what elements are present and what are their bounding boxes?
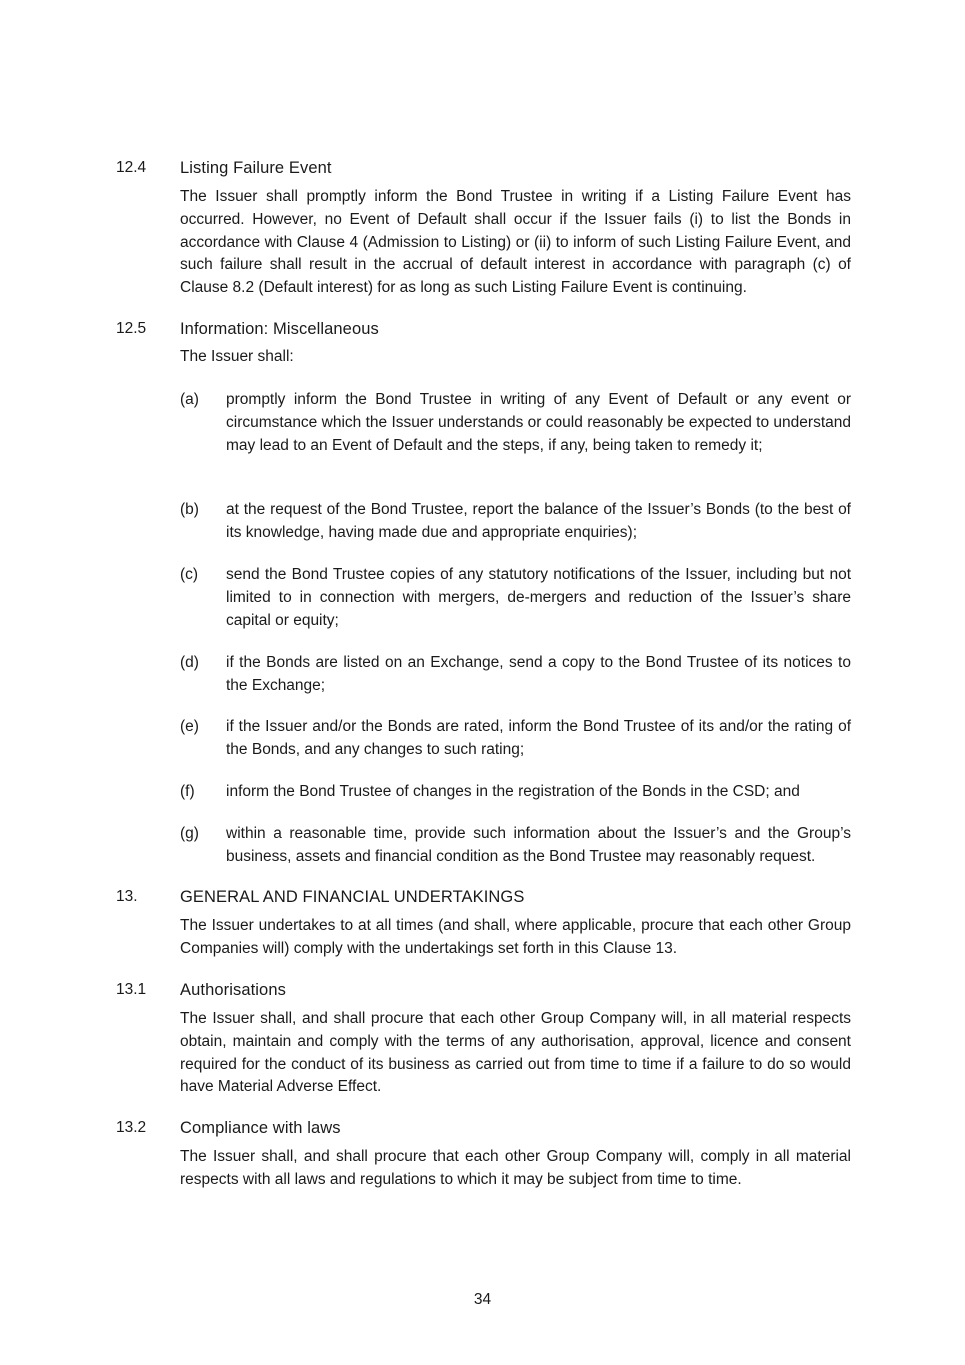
section-title: Authorisations	[180, 981, 286, 999]
list-item-text: if the Bonds are listed on an Exchange, send a copy to the Bond Trustee of its notices to the Exchange;	[226, 654, 851, 694]
list-item-text: promptly inform the Bond Trustee in writing of any Event of Default or any event or circumstance which the Issuer understands or could reasonably be expected to understand may lead to an Event of Default and the steps, if any, being taken to remedy it;	[226, 391, 851, 454]
section-heading-13-2	[116, 1119, 856, 1141]
section-title: GENERAL AND FINANCIAL UNDERTAKINGS	[180, 888, 525, 906]
section-heading-12-4	[116, 159, 856, 181]
section-heading-13-1	[116, 981, 856, 1003]
section-body-12-4: The Issuer shall promptly inform the Bond Trustee in writing if a Listing Failure Event has occurred. However, no Event of Default shall occur if the Issuer fails (i) to list the Bonds in accordance with Clause 4 (Admission to Listing) or (ii) to inform of such Listing Failure Event, and such failure shall result in the accrual of default interest in accordance with paragraph (c) of Clause 8.2 (Default interest) for as long as such Listing Failure Event is continuing.	[180, 188, 851, 297]
list-item-label: (c)	[180, 566, 199, 583]
section-number: 13.1	[116, 981, 147, 998]
section-title: Compliance with laws	[180, 1119, 341, 1137]
section-body-13: The Issuer undertakes to at all times (and shall, where applicable, procure that each other Group Companies will) comply with the undertakings set forth in this Clause 13.	[180, 917, 851, 957]
section-number: 13.	[116, 888, 138, 905]
list-item-label: (b)	[180, 501, 199, 518]
list-item-text: send the Bond Trustee copies of any statutory notifications of the Issuer, including but not limited to in connection with mergers, de-mergers and reduction of the Issuer’s share capital or equity;	[226, 566, 851, 629]
section-intro-12-5: The Issuer shall:	[180, 348, 294, 365]
section-number: 12.4	[116, 159, 147, 176]
section-title: Information: Miscellaneous	[180, 320, 379, 338]
section-number: 13.2	[116, 1119, 147, 1136]
section-heading-12-5	[116, 320, 856, 342]
list-item-text: at the request of the Bond Trustee, report the balance of the Issuer’s Bonds (to the best of its knowledge, having made due and appropriate enquiries);	[226, 501, 851, 541]
list-item-text: within a reasonable time, provide such information about the Issuer’s and the Group’s business, assets and financial condition as the Bond Trustee may reasonably request.	[226, 825, 851, 865]
section-heading-13	[116, 888, 856, 910]
list-item-label: (g)	[180, 825, 199, 842]
section-title: Listing Failure Event	[180, 159, 332, 177]
list-item-text: inform the Bond Trustee of changes in the registration of the Bonds in the CSD; and	[226, 783, 800, 800]
section-body-13-1: The Issuer shall, and shall procure that each other Group Company will, in all material respects obtain, maintain and comply with the terms of any authorisation, approval, licence and consent required for the conduct of its business as carried out from time to time if a failure to do so would have Material Adverse Effect.	[180, 1010, 851, 1096]
section-number: 12.5	[116, 320, 147, 337]
list-item-label: (f)	[180, 783, 195, 800]
list-item-label: (a)	[180, 391, 199, 408]
section-body-13-2: The Issuer shall, and shall procure that each other Group Company will, comply in all material respects with all laws and regulations to which it may be subject from time to time.	[180, 1148, 851, 1188]
list-item-label: (d)	[180, 654, 199, 671]
page-number: 34	[473, 1291, 492, 1308]
list-item-text: if the Issuer and/or the Bonds are rated, inform the Bond Trustee of its and/or the rating of the Bonds, and any changes to such rating;	[226, 718, 851, 758]
list-item-label: (e)	[180, 718, 199, 735]
